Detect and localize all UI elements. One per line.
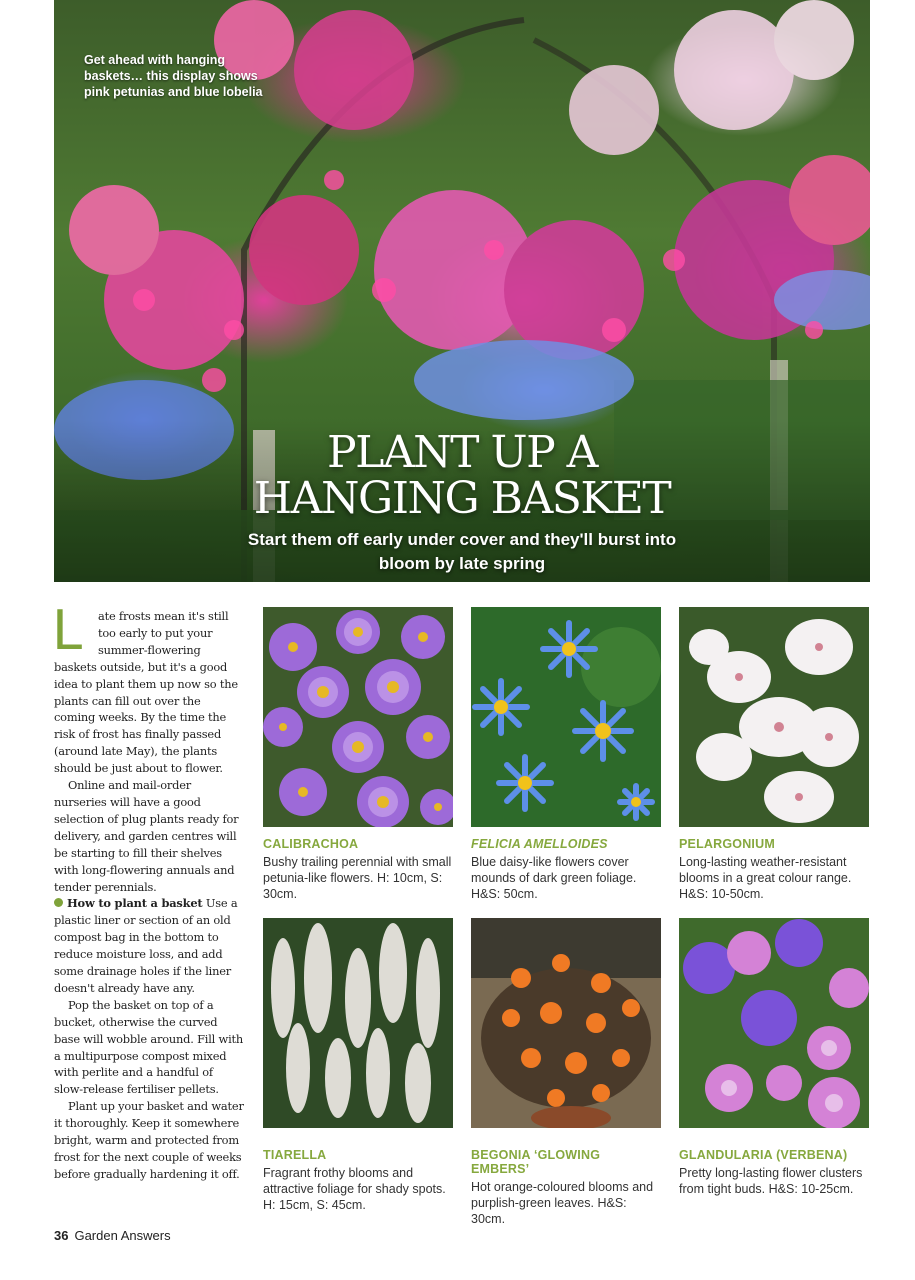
page-number: 36 — [54, 1228, 69, 1243]
plant-card-calibrachoa — [263, 607, 453, 902]
title-line-2: HANGING BASKET — [253, 473, 671, 524]
calibrachoa-photo — [263, 607, 453, 827]
plant-description: Pretty long-lasting flower clusters from tight buds. H&S: 10-25cm. — [679, 1166, 863, 1196]
photo-caption: Get ahead with hanging baskets… this display shows pink petunias and blue lobelia — [84, 53, 263, 99]
paragraph-2: Online and mail-order nurseries will have a good selection of plug plants ready for delivery, and garden centres will be starting to fill their shelves with long-flowering annuals and tender perennials. — [54, 778, 239, 894]
plant-description: Bushy trailing perennial with small petunia-like flowers. H: 10cm, S: 30cm. — [263, 855, 452, 901]
paragraph-3 — [54, 895, 244, 996]
pelargonium-photo — [679, 607, 869, 827]
magazine-name: Garden Answers — [74, 1228, 171, 1243]
paragraph-1-text: ate frosts mean it's still too early to put your summer-flowering baskets outside, but it's a good idea to plant them up now so the plants can fill out over the coming weeks. By the time the risk of frost has finally passed (around late May), the plants should be just about to flower. — [54, 609, 238, 776]
paragraph-1 — [52, 599, 244, 777]
plant-card-tiarella — [263, 918, 453, 1213]
hero-photo — [54, 0, 870, 582]
plant-description: Blue daisy-like flowers cover mounds of dark green foliage. H&S: 50cm. — [471, 855, 637, 901]
subheading: How to plant a basket — [67, 896, 203, 911]
plant-card-begonia — [471, 918, 661, 1227]
page-footer — [54, 1228, 171, 1243]
plant-card-pelargonium — [679, 607, 869, 902]
bullet-icon — [54, 898, 63, 907]
plant-name: TIARELLA — [263, 1148, 327, 1162]
glandularia-photo — [679, 918, 869, 1138]
plant-name: GLANDULARIA (VERBENA) — [679, 1148, 848, 1162]
plant-name: PELARGONIUM — [679, 837, 775, 851]
paragraph-4: Pop the basket on top of a bucket, otherwise the curved base will wobble around. Fill with a multipurpose compost mixed with perlite and a handful of slow-release fertiliser pellets. — [54, 997, 244, 1097]
page-subtitle: Start them off early under cover and they'll burst into bloom by late spring — [247, 530, 677, 573]
plant-card-felicia — [471, 607, 661, 902]
plant-name: CALIBRACHOA — [263, 837, 359, 851]
felicia-photo — [471, 607, 661, 827]
plant-name: BEGONIA ‘GLOWING EMBERS’ — [471, 1148, 601, 1176]
plant-description: Fragrant frothy blooms and attractive foliage for shady spots. H: 15cm, S: 45cm. — [263, 1166, 446, 1212]
page-title — [54, 427, 870, 524]
plant-description: Hot orange-coloured blooms and purplish-green leaves. H&S: 30cm. — [471, 1180, 654, 1226]
title-line-1: PLANT UP A — [327, 427, 597, 478]
tiarella-photo — [263, 918, 453, 1138]
plant-description: Long-lasting weather-resistant blooms in a great colour range. H&S: 10-50cm. — [679, 855, 852, 901]
dropcap: L — [52, 599, 82, 662]
paragraph-5: Plant up your basket and water it thoroughly. Keep it somewhere bright, warm and protected from frost for the next couple of weeks before gradually hardening it off. — [54, 1099, 244, 1181]
plant-name: FELICIA AMELLOIDES — [471, 837, 608, 851]
article-body — [52, 599, 244, 1183]
plant-card-glandularia — [679, 918, 869, 1197]
paragraph-3-text: Use a plastic liner or section of an old compost bag in the bottom to reduce moisture loss, and add some drainage holes if the liner doesn't already have any. — [54, 896, 238, 995]
begonia-photo — [471, 918, 661, 1138]
